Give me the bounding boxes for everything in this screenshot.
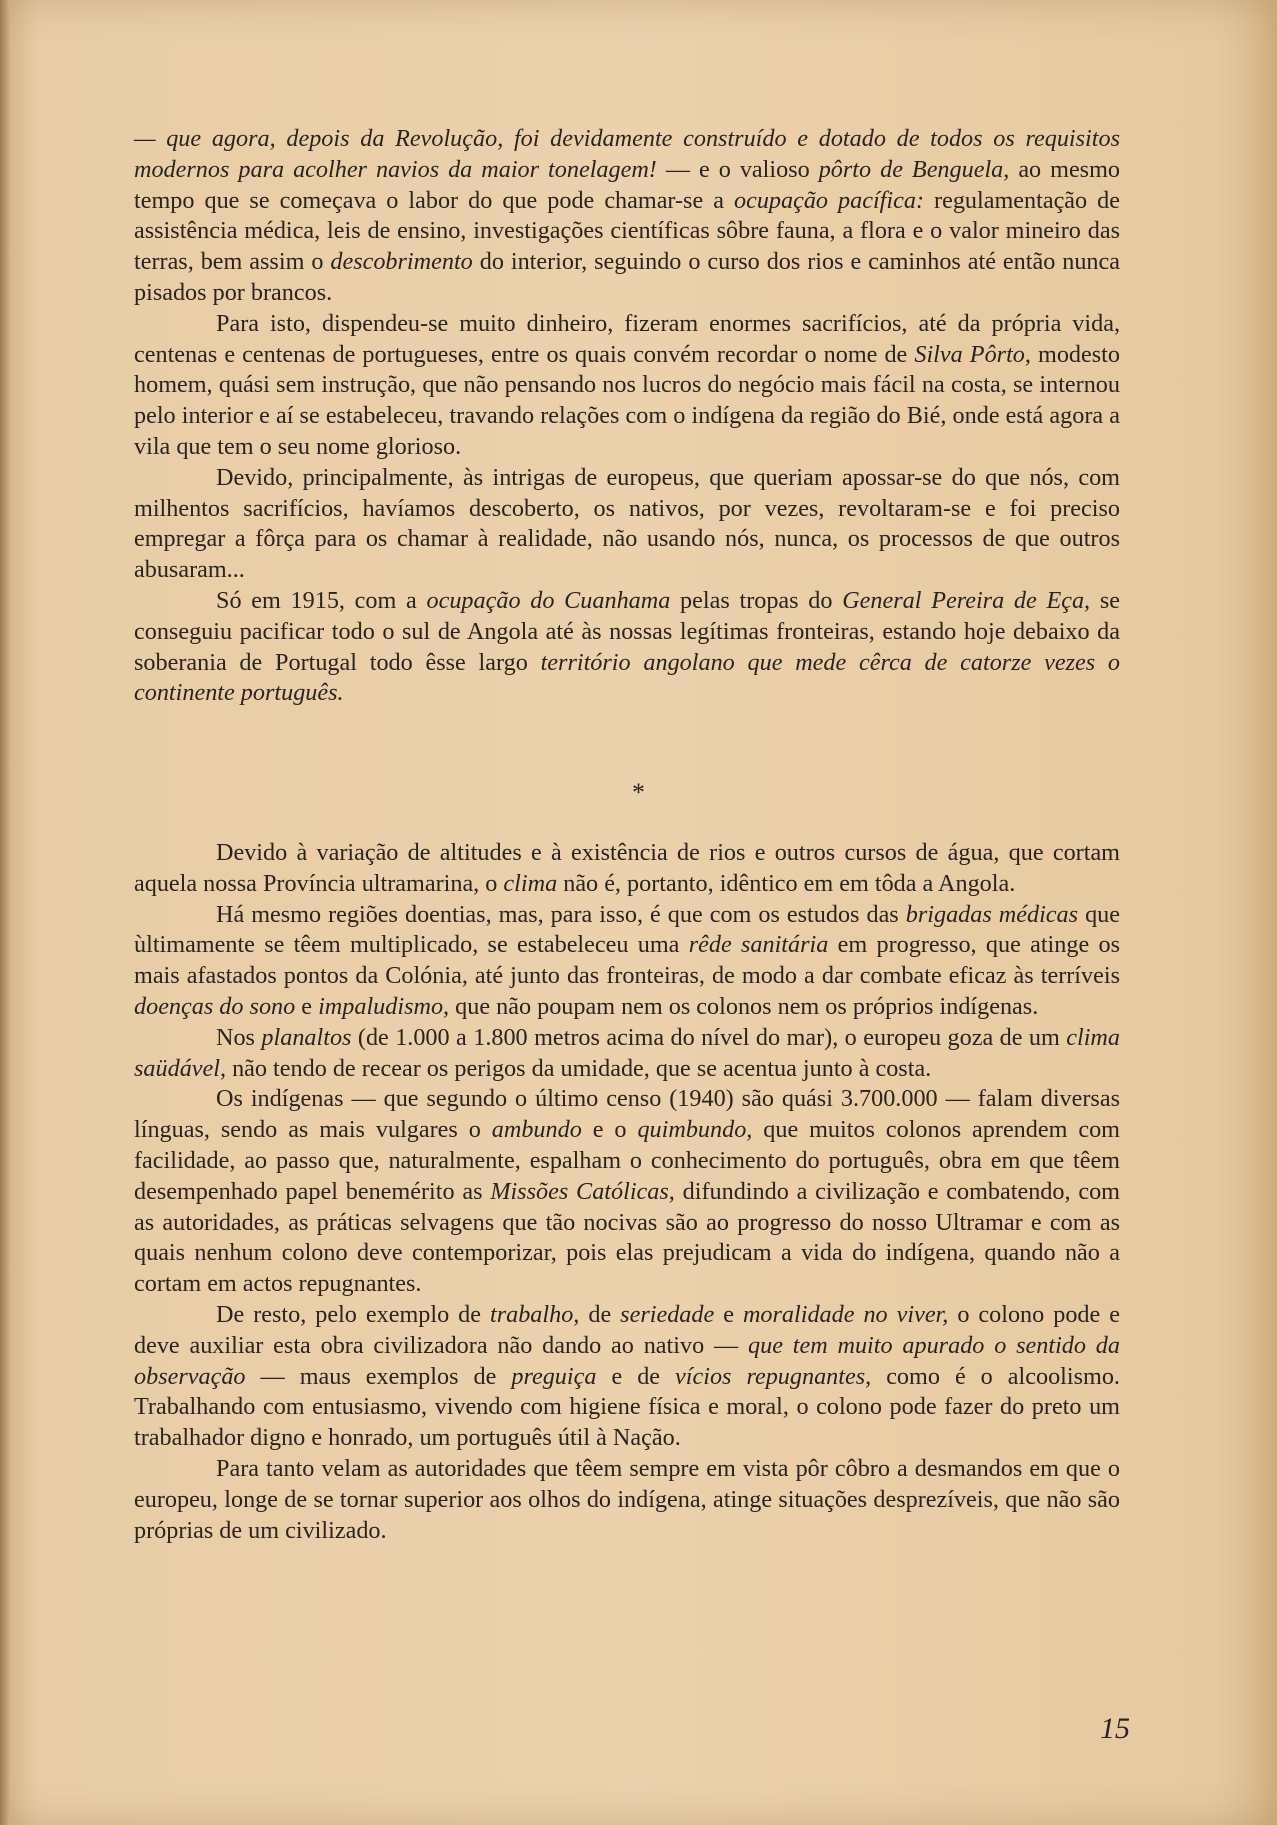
italic-text: pôrto de Benguela,	[818, 155, 1010, 183]
section-separator: *	[632, 778, 645, 807]
italic-text: ocupação do Cuanhama	[426, 586, 671, 614]
paragraph	[134, 1300, 1120, 1454]
italic-text: território angolano que mede cêrca de catorze vezes o continente português.	[134, 648, 1120, 707]
text-run: que muitos colonos aprendem com facilidade, ao passo que, naturalmente, espalham o conhecimento do português, obra em que têem desempenhado papel benemérito as	[134, 1116, 1120, 1205]
page-edge	[0, 0, 10, 1825]
text-run: e o	[581, 1116, 638, 1144]
italic-text: Silva Pôrto,	[914, 340, 1031, 368]
text-run: Devido à variação de altitudes e à existência de rios e outros cursos de água, que cortam aquela nossa Província ultramarina, o	[134, 839, 1120, 897]
italic-text: impaludismo,	[318, 992, 450, 1020]
italic-text: vícios repugnantes,	[675, 1362, 872, 1390]
text-run: como é o alcoolismo. Trabalhando com entusiasmo, vivendo com higiene física e moral, o colono pode fazer do preto um trabalhador digno e honrado, um português útil à Nação.	[134, 1362, 1120, 1452]
text-run: que ùltimamente se têem multiplicado, se estabeleceu uma	[134, 900, 1120, 959]
text-run: e	[295, 992, 319, 1020]
italic-text: clima	[503, 869, 558, 897]
page-number: 15	[1100, 1712, 1130, 1745]
text-run: Só em 1915, com a	[216, 586, 427, 614]
text-run: regulamentação de assistência médica, leis de ensino, investigações científicas sôbre fauna, a flora e o valor mineiro das terras, bem assim o	[134, 186, 1120, 276]
italic-text: clima saüdável,	[134, 1023, 1120, 1082]
text-run: difundindo a civilização e combatendo, com as autoridades, as práticas selvagens que tão nocivas são ao progresso do nosso Ultramar e com as quais nenhum colono deve contemporizar, pois elas prejudicam a vida do indígena, quando não a cortam em actos repugnantes.	[134, 1177, 1120, 1298]
italic-text: quimbundo,	[637, 1116, 753, 1144]
italic-text: planaltos	[261, 1023, 352, 1051]
italic-text: ambundo	[491, 1116, 582, 1144]
paragraph	[134, 1084, 1120, 1300]
italic-text: que tem muito apurado o sentido da observação	[134, 1331, 1120, 1390]
text-section-2	[134, 838, 1120, 1546]
italic-text: General Pereira de Eça,	[842, 586, 1091, 614]
text-run: modesto homem, quási sem instrução, que não pensando nos lucros do negócio mais fácil na costa, se internou pelo interior e aí se estabeleceu, travando relações com o indígena da região do Bié, onde está agora a vila que tem o seu nome glorioso.	[134, 340, 1120, 460]
italic-text: Missões Católicas,	[490, 1177, 675, 1205]
italic-text: descobrimento	[330, 248, 473, 276]
text-run: Os indígenas — que segundo o último censo (1940) são quási 3.700.000 — falam diversas línguas, sendo as mais vulgares o	[134, 1085, 1120, 1144]
paragraph	[134, 309, 1120, 463]
text-run: de	[579, 1300, 621, 1328]
italic-text: — que agora, depois da Revolução, foi devidamente construído e dotado de todos os requisitos modernos para acolher navios da maior tonelagem!	[134, 125, 1120, 183]
italic-text: doenças do sono	[134, 992, 296, 1020]
paragraph	[134, 900, 1120, 1023]
italic-text: brigadas médicas	[905, 900, 1079, 928]
text-run: — maus exemplos de	[245, 1362, 512, 1390]
italic-text: preguiça	[511, 1362, 597, 1390]
text-run: pelas tropas do	[670, 586, 843, 614]
text-run: do interior, seguindo o curso dos rios e caminhos até então nunca pisados por brancos.	[134, 248, 1120, 306]
text-run: o colono pode e deve auxiliar esta obra civilizadora não dando ao nativo —	[134, 1300, 1120, 1359]
text-run: De resto, pelo exemplo de	[216, 1300, 490, 1328]
italic-text: rêde sanitária	[688, 931, 829, 959]
paragraph	[134, 463, 1120, 586]
text-run: não é, portanto, idêntico em em tôda a Angola.	[557, 869, 1016, 897]
text-section-1	[134, 124, 1120, 709]
paragraph	[134, 1454, 1120, 1546]
text-run: em progresso, que atinge os mais afastados pontos da Colónia, até junto das fronteiras, de modo a dar combate eficaz às terríveis	[134, 931, 1121, 990]
text-run: não tendo de recear os perigos da umidade, que se acentua junto à costa.	[226, 1054, 932, 1082]
text-run: e	[714, 1300, 743, 1328]
text-run: Nos	[216, 1023, 262, 1051]
paragraph	[134, 838, 1120, 900]
text-run: se conseguiu pacificar todo o sul de Angola até às nossas legítimas fronteiras, estando hoje debaixo da soberania de Portugal todo êsse largo	[134, 586, 1120, 676]
text-run: Há mesmo regiões doentias, mas, para isso, é que com os estudos das	[216, 900, 906, 928]
text-run: e de	[596, 1362, 676, 1390]
text-run: (de 1.000 a 1.800 metros acima do nível do mar), o europeu goza de um	[351, 1023, 1067, 1051]
paragraph	[134, 1023, 1120, 1085]
text-run: Para tanto velam as autoridades que têem sempre em vista pôr côbro a desmandos em que o europeu, longe de se tornar superior aos olhos do indígena, atinge situações desprezíveis, que não são próprias de um civilizado.	[134, 1454, 1120, 1544]
text-run: — e o valioso	[656, 155, 819, 183]
paragraph	[134, 124, 1120, 309]
italic-text: moralidade no viver,	[742, 1300, 949, 1328]
text-run: que não poupam nem os colonos nem os próprios indígenas.	[449, 992, 1039, 1020]
paragraph	[134, 586, 1120, 709]
italic-text: seriedade	[620, 1300, 715, 1328]
text-run: Devido, principalmente, às intrigas de europeus, que queriam apossar-se do que nós, com milhentos sacrifícios, havíamos descoberto, os nativos, por vezes, revoltaram-se e foi preciso empregar a fôrça para os chamar à realidade, não usando nós, nunca, os processos de que outros abusaram...	[134, 463, 1120, 584]
italic-text: ocupação pacífica:	[733, 186, 925, 214]
text-run: Para isto, dispendeu-se muito dinheiro, fizeram enormes sacrifícios, até da própria vida, centenas e centenas de portugueses, entre os quais convém recordar o nome de	[134, 309, 1120, 368]
text-run: ao mesmo tempo que se começava o labor do que pode chamar-se a	[134, 155, 1121, 214]
italic-text: trabalho,	[489, 1300, 580, 1328]
